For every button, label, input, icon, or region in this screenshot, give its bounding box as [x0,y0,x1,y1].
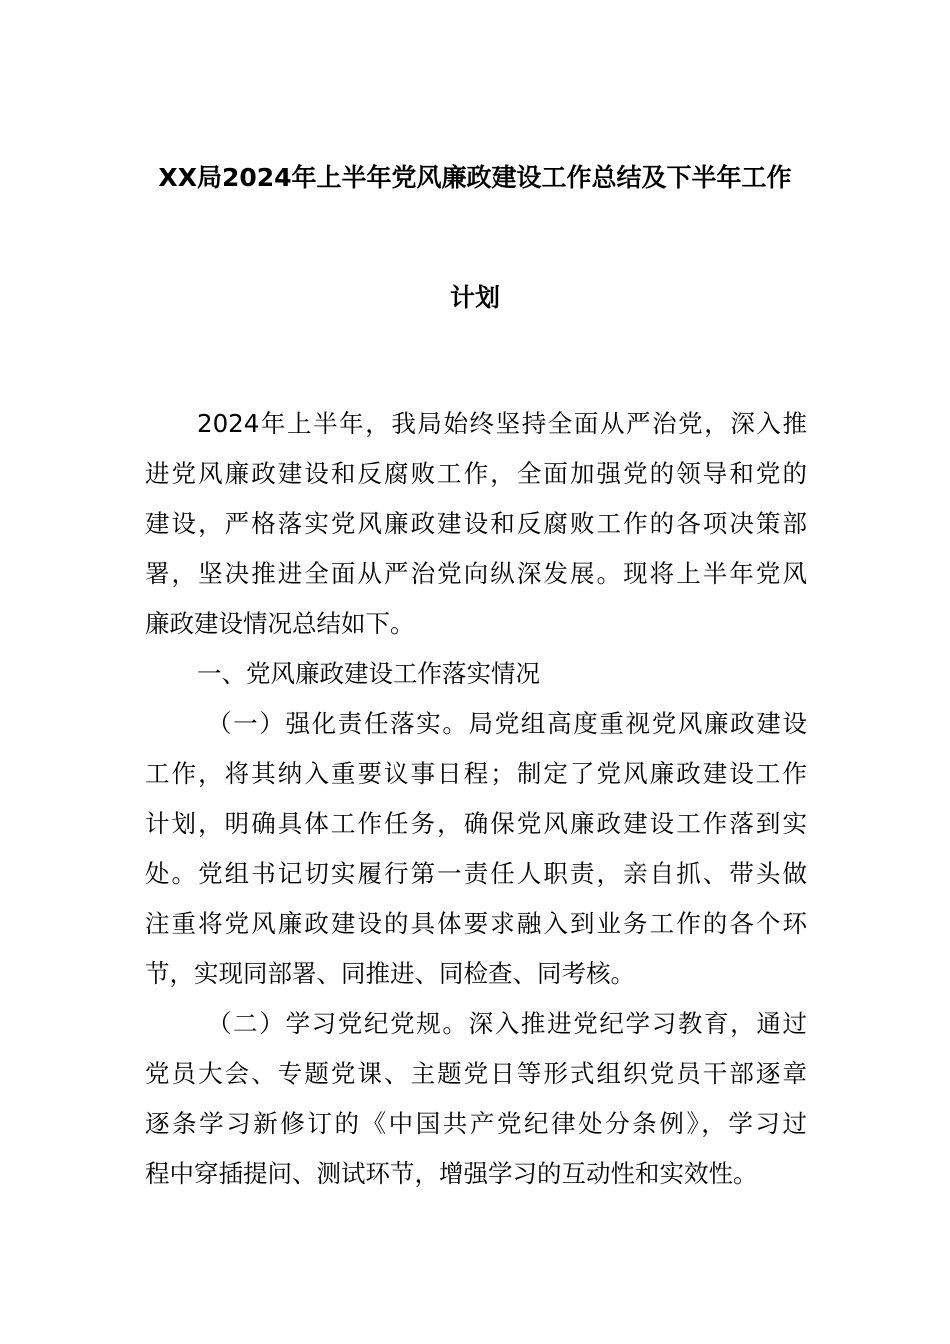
document-body [145,399,807,1199]
item-1-line: 处。党组书记切实履行第一责任人职责，亲自抓、带头做 [145,859,807,888]
item-2-line: 党员大会、专题党课、主题党日等形式组织党员干部逐章 [145,1059,807,1088]
item-2-paragraph [145,999,807,1199]
item-2-line: 程中穿插提问、测试环节，增强学习的互动性和实效性。 [145,1159,758,1188]
document-title-line-1: XX局2024年上半年党风廉政建设工作总结及下半年工作 [158,163,792,192]
item-2-line: 逐条学习新修订的《中国共产党纪律处分条例》，学习过 [145,1109,807,1138]
intro-line: 进党风廉政建设和反腐败工作，全面加强党的领导和党的 [145,459,807,488]
item-1-line: （一）强化责任落实。局党组高度重视党风廉政建设 [207,709,807,738]
intro-line: 署，坚决推进全面从严治党向纵深发展。现将上半年党风 [145,559,807,588]
document-title-line-2: 计划 [449,283,500,312]
intro-line: 建设，严格落实党风廉政建设和反腐败工作的各项决策部 [145,509,807,538]
item-1-line: 工作，将其纳入重要议事日程；制定了党风廉政建设工作 [145,759,807,788]
item-1-paragraph [145,699,807,999]
section-heading [145,649,807,699]
item-2-line: （二）学习党纪党规。深入推进党纪学习教育，通过 [207,1009,807,1038]
item-1-line: 节，实现同部署、同推进、同检查、同考核。 [145,959,635,988]
section-1-heading: 一、党风廉政建设工作落实情况 [197,659,540,688]
intro-line: 2024年上半年，我局始终坚持全面从严治党，深入推 [197,409,807,438]
item-1-line: 计划，明确具体工作任务，确保党风廉政建设工作落到实 [145,809,807,838]
intro-paragraph [145,399,807,649]
item-1-line: 注重将党风廉政建设的具体要求融入到业务工作的各个环 [145,909,807,938]
intro-line: 廉政建设情况总结如下。 [145,609,415,638]
